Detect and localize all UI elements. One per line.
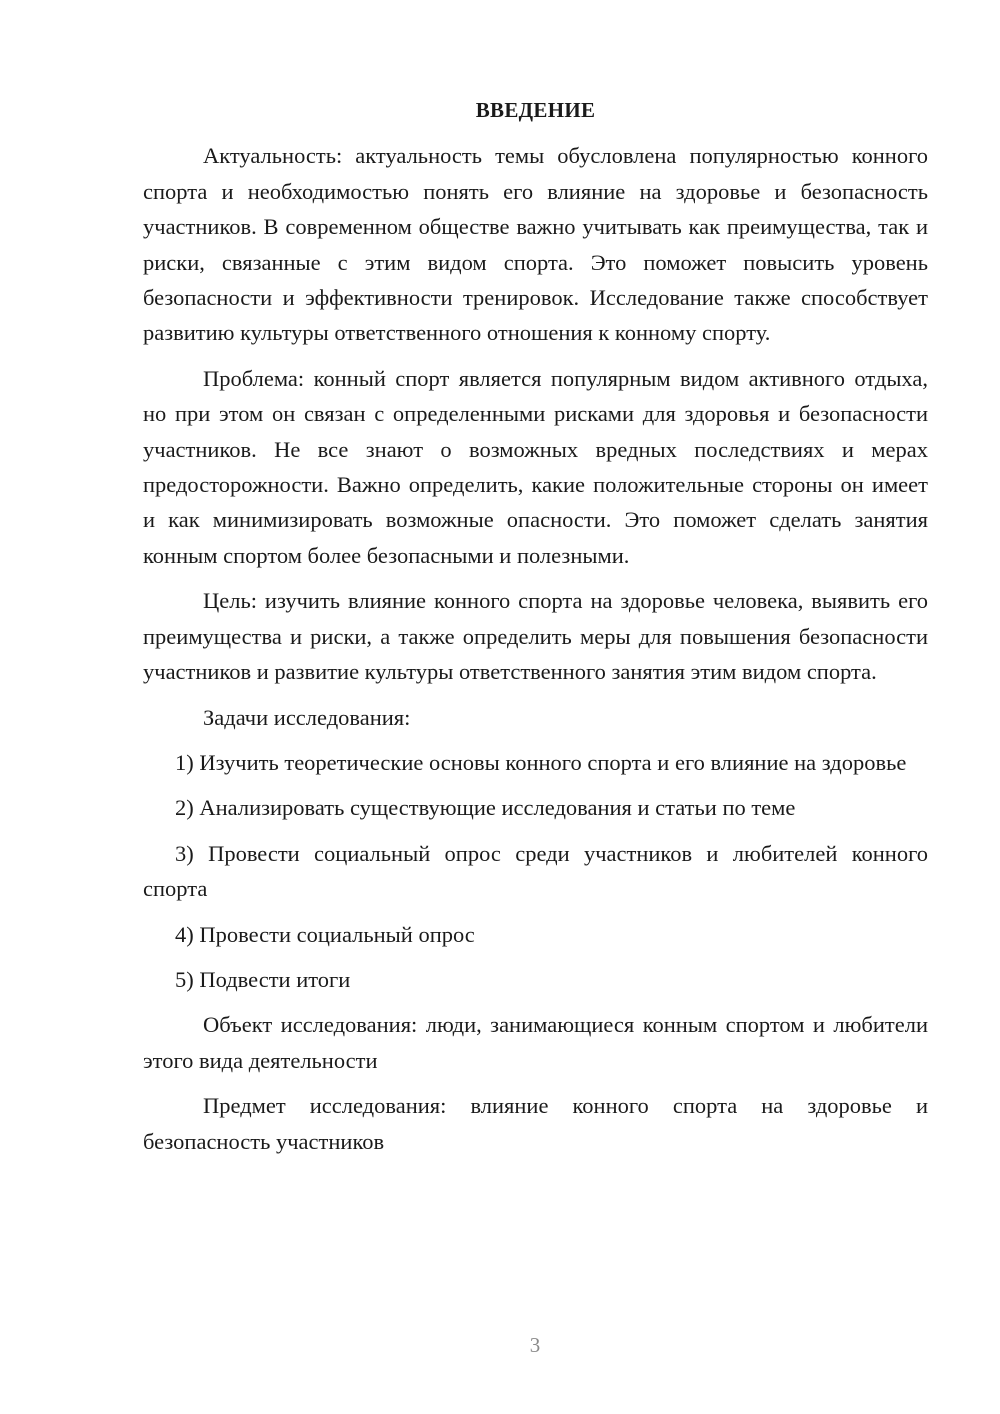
tasks-list (143, 745, 928, 997)
page-number: 3 (529, 1333, 541, 1357)
goal-paragraph: Цель: изучить влияние конного спорта на здоровье человека, выявить его преимущества и риски, а также определить меры для повышения безопасности участников и развитие культуры ответственного занятия этим видом спорта. (143, 588, 928, 685)
page-body (143, 93, 928, 1169)
problem-paragraph: Проблема: конный спорт является популярным видом активного отдыха, но при этом он связан с определенными рисками для здоровья и безопасности участников. Не все знают о возможных вредных последствиях и мерах предосторожности. Важно определить, какие положительные стороны он имеет и как минимизировать возможные опасности. Это поможет сделать занятия конным спортом более безопасными и полезными. (143, 365, 928, 568)
object-paragraph: Объект исследования: люди, занимающиеся конным спортом и любители этого вида деятельности (143, 1012, 928, 1073)
relevance-paragraph: Актуальность: актуальность темы обусловлена популярностью конного спорта и необходимостью понять его влияние на здоровье и безопасность участников. В современном обществе важно учитывать как преимущества, так и риски, связанные с этим видом спорта. Это поможет повысить уровень безопасности и эффективности тренировок. Исследование также способствует развитию культуры ответственного отношения к конному спорту. (143, 143, 928, 346)
list-item: 2) Анализировать существующие исследования и статьи по теме (175, 795, 796, 821)
subject-paragraph: Предмет исследования: влияние конного спорта на здоровье и безопасность участников (143, 1093, 928, 1154)
list-item: 1) Изучить теоретические основы конного спорта и его влияние на здоровье (175, 749, 907, 775)
list-item: 3) Провести социальный опрос среди участников и любителей конного спорта (143, 840, 928, 902)
list-item: 4) Провести социальный опрос (175, 921, 475, 947)
tasks-label: Задачи исследования: (203, 704, 411, 730)
section-heading: ВВЕДЕНИЕ (475, 98, 596, 122)
list-item: 5) Подвести итоги (175, 966, 351, 992)
